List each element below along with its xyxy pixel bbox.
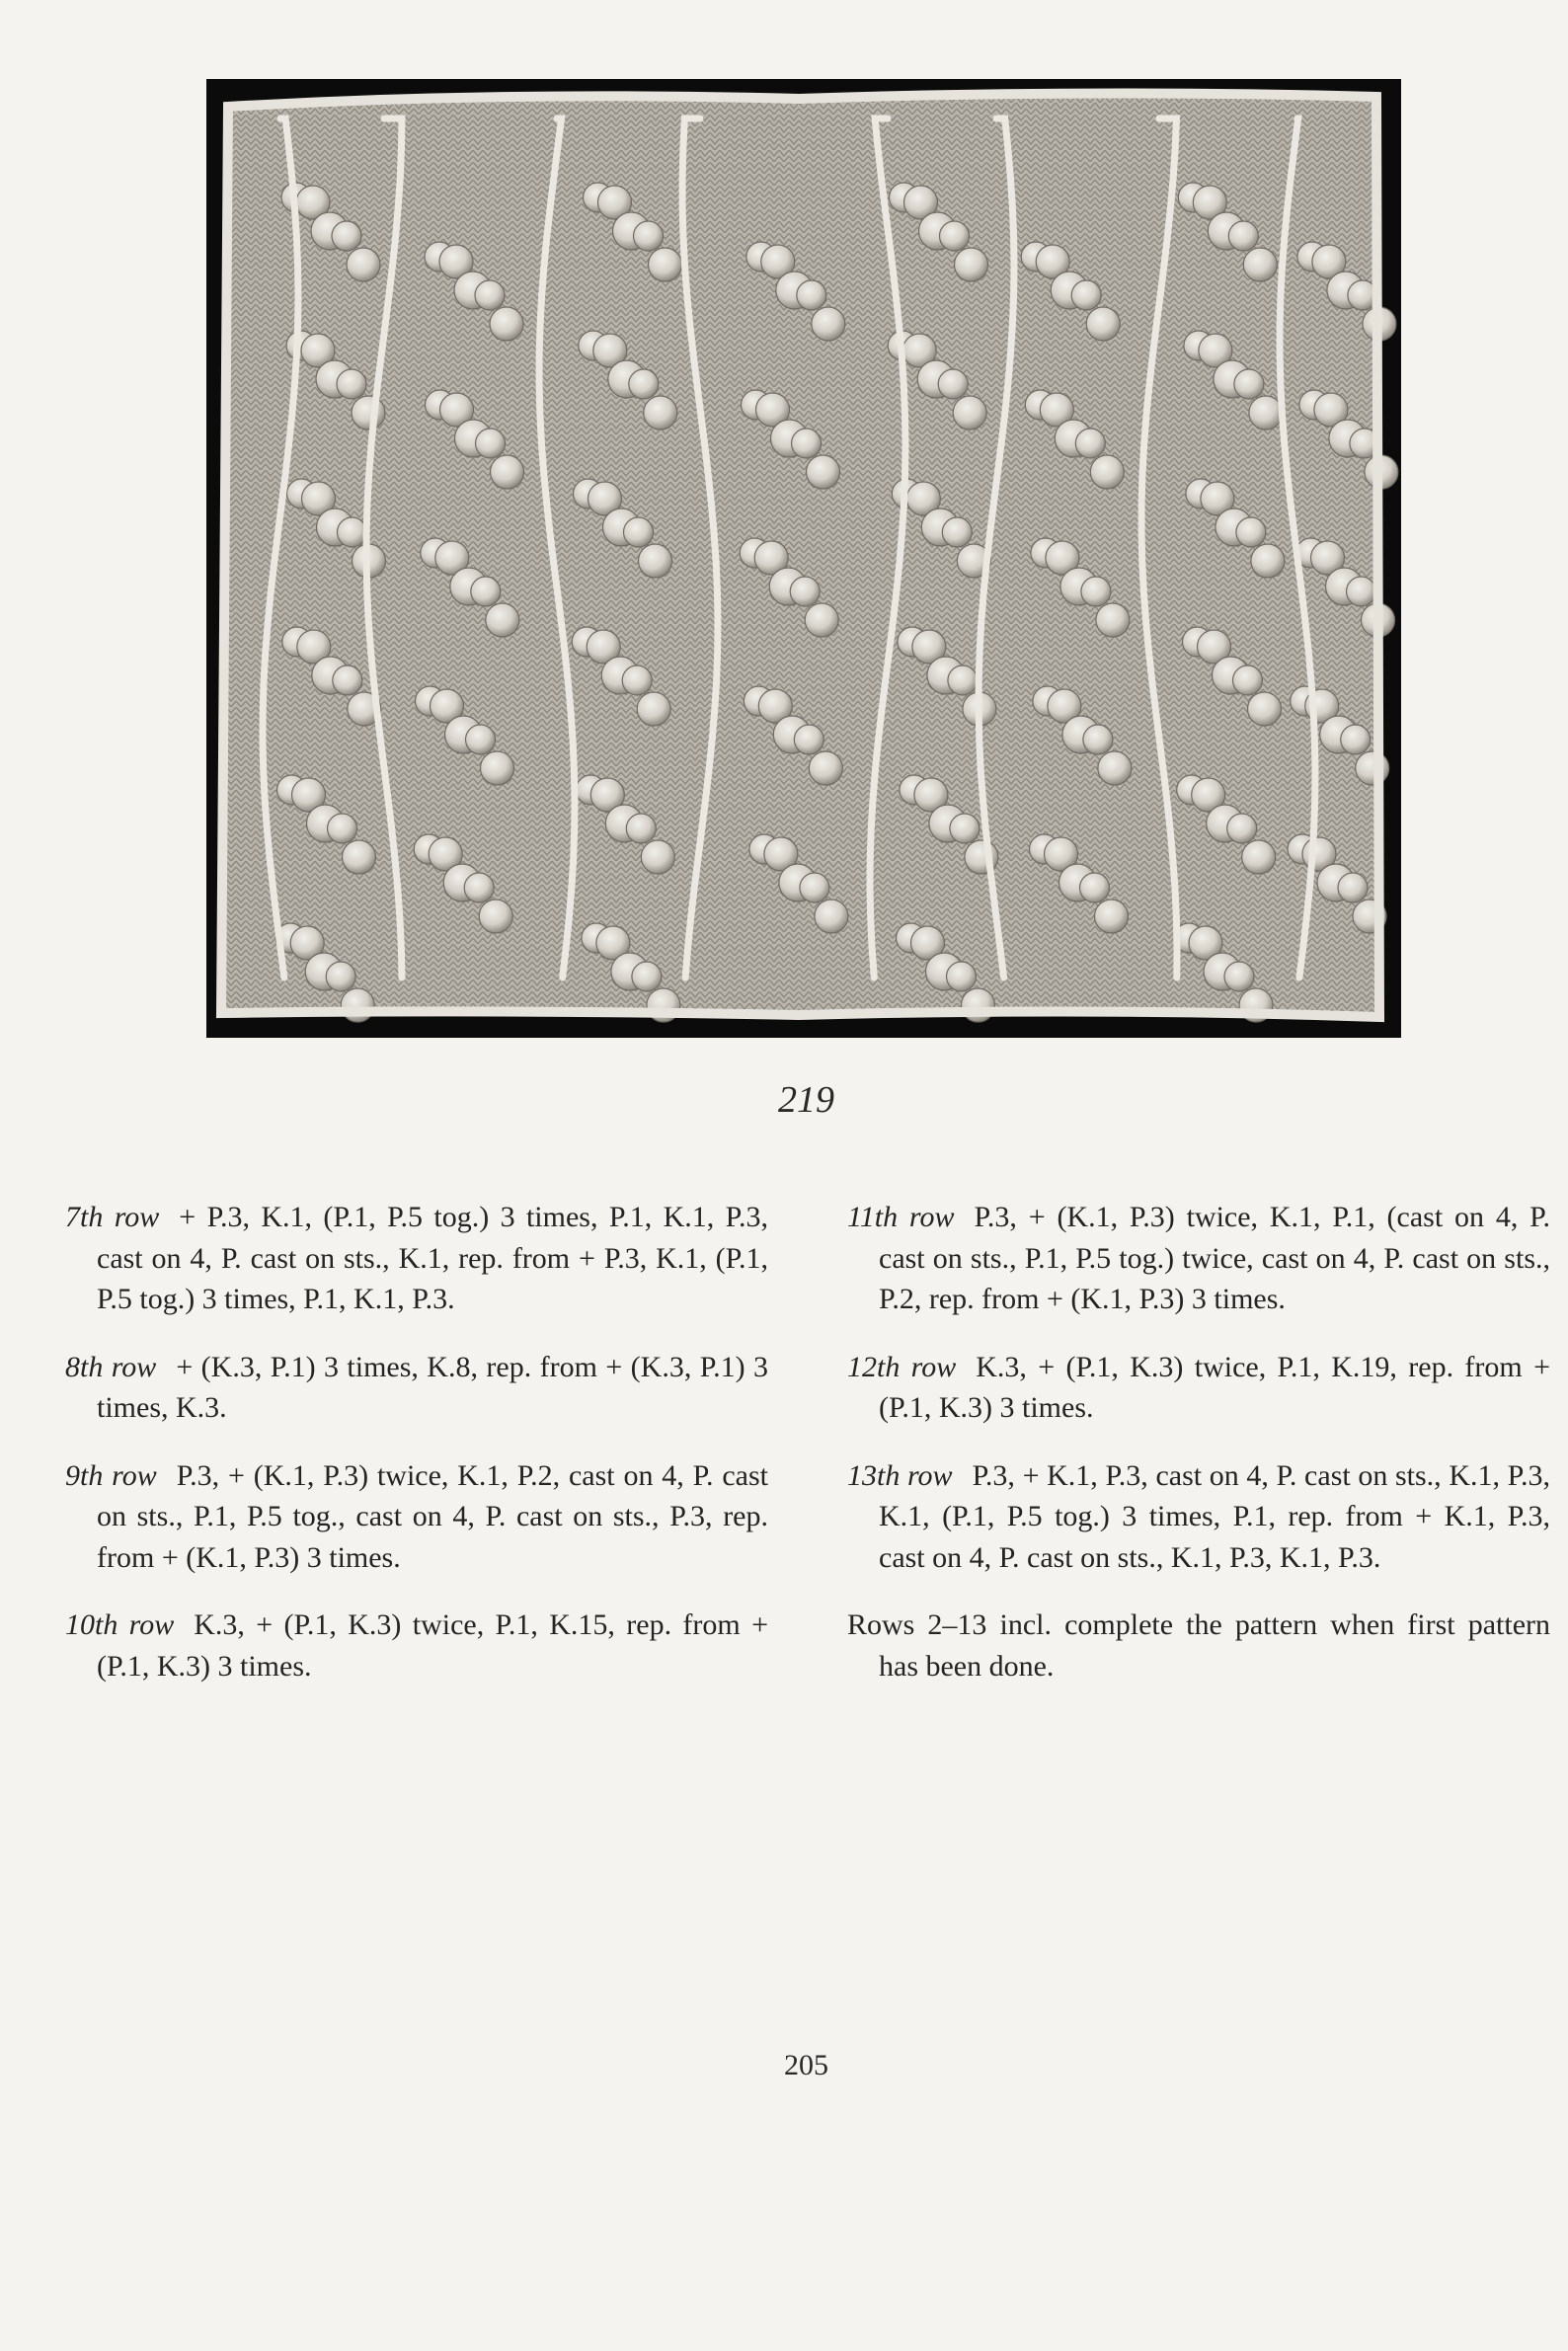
bobble xyxy=(792,429,822,458)
bobble xyxy=(797,280,826,310)
bobble xyxy=(634,221,664,251)
bobble xyxy=(805,603,838,637)
bobble xyxy=(1338,873,1368,902)
bobble xyxy=(940,221,970,251)
bobble xyxy=(1243,248,1277,281)
bobble xyxy=(622,666,652,695)
bobble xyxy=(953,396,986,430)
row-label: 9th row xyxy=(65,1458,157,1492)
bobble xyxy=(626,814,656,843)
row-text: + P.3, K.1, (P.1, P.5 tog.) 3 times, P.1, K.1, P.3, cast on 4, P. cast on sts., K.1, rep. from + P.3, K.1, (P.1, P.5 tog.) 3 times, P.1, K.1, P.3. xyxy=(97,1201,769,1315)
row-text: K.3, + (P.1, K.3) twice, P.1, K.15, rep. from + (P.1, K.3) 3 times. xyxy=(97,1608,769,1683)
bobble xyxy=(1356,751,1389,785)
row-instruction xyxy=(847,1347,1550,1429)
bobble xyxy=(486,603,519,637)
bobble xyxy=(328,814,357,843)
bobble xyxy=(1083,725,1113,754)
page-number: 205 xyxy=(784,2049,828,2081)
row-label: 13th row xyxy=(847,1458,953,1492)
note-text: Rows 2–13 incl. complete the pattern when first pattern has been done. xyxy=(847,1608,1550,1683)
bobble xyxy=(332,221,361,251)
bobble xyxy=(1234,369,1264,399)
bobble xyxy=(352,396,385,430)
row-text: K.3, + (P.1, K.3) twice, P.1, K.19, rep. from + (P.1, K.3) 3 times. xyxy=(879,1350,1551,1424)
bobble xyxy=(1224,962,1254,991)
bobble xyxy=(947,962,977,991)
bobble xyxy=(629,369,659,399)
instructions-left-column xyxy=(65,1197,768,1713)
bobble xyxy=(1090,455,1124,489)
bobble xyxy=(624,517,654,547)
row-label: 11th row xyxy=(847,1201,955,1233)
bobble xyxy=(347,248,380,281)
bobble xyxy=(1228,221,1258,251)
row-text: P.3, + (K.1, P.3) twice, K.1, P.2, cast on 4, P. cast on sts., P.1, P.5 tog., cast on 4, P. cast on sts., P.3, rep. from + (K.1, P.3) 3 times. xyxy=(97,1458,769,1574)
bobble xyxy=(1095,900,1129,933)
bobble xyxy=(942,517,972,547)
bobble xyxy=(1251,544,1285,578)
bobble xyxy=(479,900,512,933)
bobble xyxy=(641,840,674,874)
row-text: P.3, + (K.1, P.3) twice, K.1, P.1, (cast on 4, P. cast on sts., P.1, P.5 tog.) twice, cast on 4, P. cast on sts., P.2, rep. from + (K.1, P.3) 3 times. xyxy=(879,1201,1551,1315)
bobble xyxy=(812,307,845,341)
row-text: P.3, + K.1, P.3, cast on 4, P. cast on sts., K.1, P.3, K.1, (P.1, P.5 tog.) 3 times, P.1, rep. from + K.1, P.3, cast on 4, P. cast on sts., K.1, P.3, K.1, P.3. xyxy=(879,1458,1551,1574)
bobble xyxy=(809,751,842,785)
bobble xyxy=(490,307,523,341)
bobble xyxy=(950,814,980,843)
bobble xyxy=(1096,603,1130,637)
closing-note xyxy=(847,1605,1550,1686)
row-instruction xyxy=(65,1347,768,1429)
bobble xyxy=(464,873,494,902)
bobble xyxy=(637,692,670,726)
bobble xyxy=(333,666,362,695)
bobble xyxy=(1098,751,1132,785)
bobble xyxy=(338,517,367,547)
bobble xyxy=(466,725,496,754)
bobble xyxy=(632,962,662,991)
bobble xyxy=(1347,577,1376,606)
bobble xyxy=(1227,814,1257,843)
bobble xyxy=(481,751,514,785)
row-instruction xyxy=(65,1197,768,1320)
row-instruction xyxy=(65,1455,768,1579)
row-label: 7th row xyxy=(65,1201,160,1233)
bobble xyxy=(341,988,374,1022)
bobble xyxy=(1233,666,1263,695)
bobble xyxy=(491,455,524,489)
bobble xyxy=(1341,725,1371,754)
bobble xyxy=(800,873,829,902)
row-instruction xyxy=(847,1197,1550,1320)
bobble xyxy=(649,248,682,281)
bobble xyxy=(644,396,677,430)
row-label: 12th row xyxy=(847,1350,957,1383)
bobble xyxy=(807,455,840,489)
row-text: + (K.3, P.1) 3 times, K.8, rep. from + (K.3, P.1) 3 times, K.3. xyxy=(97,1350,768,1424)
bobble xyxy=(337,369,366,399)
bobble xyxy=(1071,280,1101,310)
bobble xyxy=(1080,873,1110,902)
bobble xyxy=(955,248,988,281)
bobble xyxy=(794,725,823,754)
row-instruction xyxy=(847,1455,1550,1579)
instructions-right-column xyxy=(847,1197,1550,1713)
row-label: 10th row xyxy=(65,1608,175,1641)
bobble xyxy=(1075,429,1105,458)
row-label: 8th row xyxy=(65,1350,157,1383)
figure-number: 219 xyxy=(778,1079,834,1121)
bobble xyxy=(1236,517,1266,547)
bobble xyxy=(1248,692,1282,726)
bobble xyxy=(1242,840,1276,874)
bobble xyxy=(790,577,820,606)
bobble xyxy=(471,577,501,606)
bobble xyxy=(343,840,376,874)
bobble xyxy=(948,666,978,695)
swatch-illustration xyxy=(206,79,1401,1038)
knitting-swatch-photo xyxy=(206,79,1401,1038)
bobble xyxy=(639,544,672,578)
bobble xyxy=(475,280,505,310)
bobble xyxy=(326,962,355,991)
bobble xyxy=(476,429,506,458)
bobble xyxy=(815,900,848,933)
bobble xyxy=(938,369,968,399)
bobble xyxy=(1086,307,1120,341)
bobble xyxy=(1081,577,1111,606)
row-instruction xyxy=(65,1605,768,1686)
bobble xyxy=(1249,396,1283,430)
